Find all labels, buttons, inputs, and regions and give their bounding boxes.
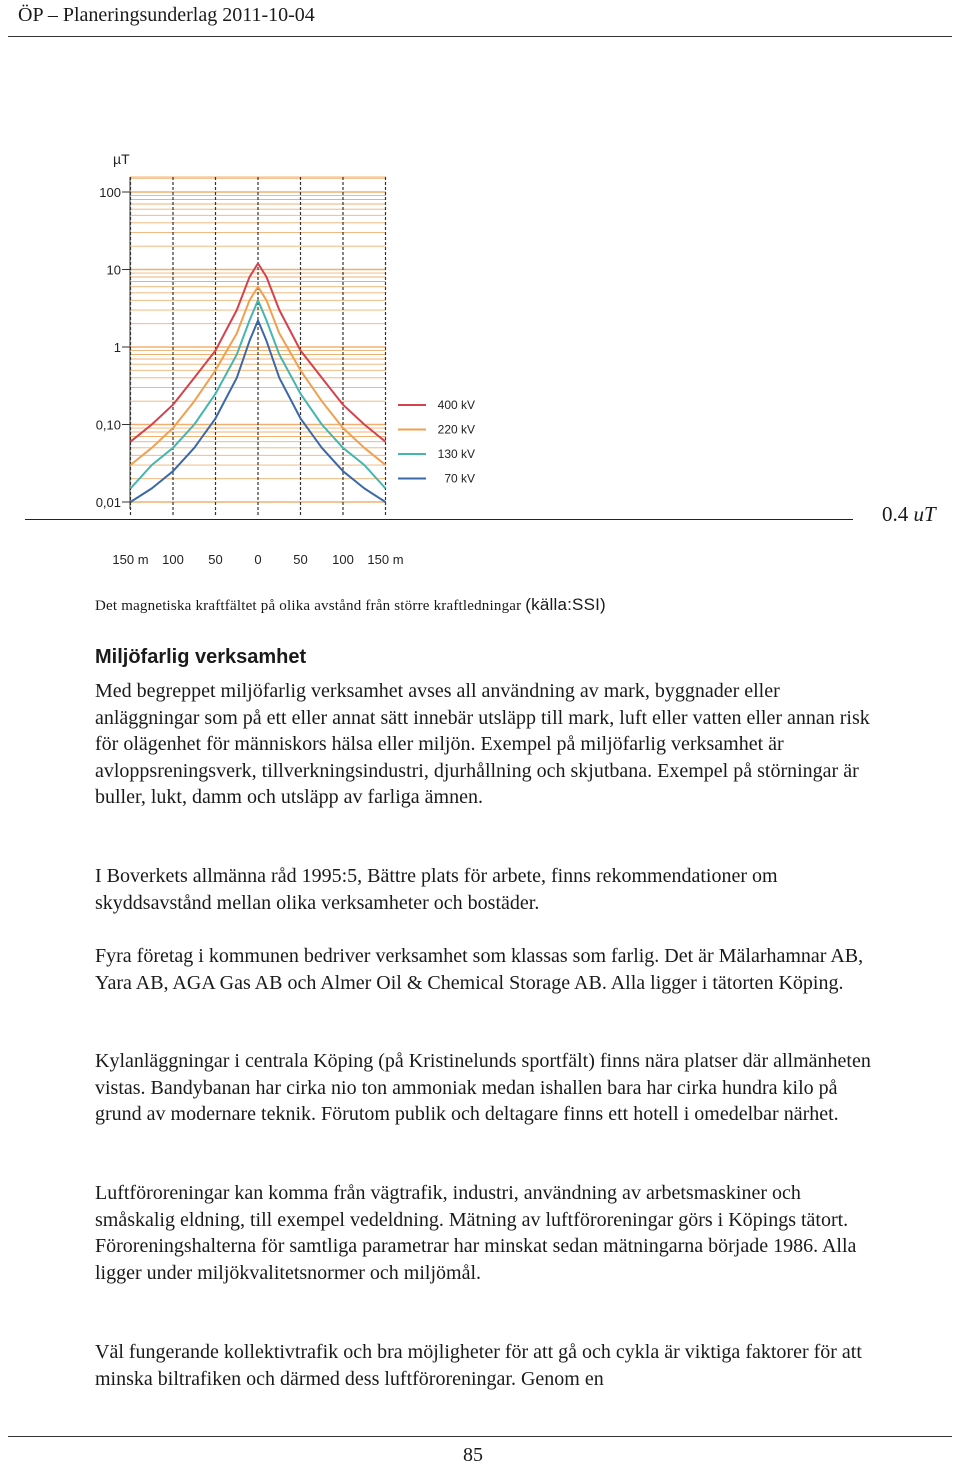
chart-x-tick-label: 50 bbox=[208, 552, 223, 567]
paragraph-1: Med begreppet miljöfarlig verksamhet avses all användning av mark, byggnader eller anläggningar som på ett eller annat sätt innebär utsläpp till mark, luft eller vatten eller annan risk för olägenhet för människors hälsa eller miljön. Exempel på miljöfarlig verksamhet är avloppsreningsverk, tillverkningsindustri, djurhållning och skjutbana. Exempel på störningar är buller, lukt, damm och utsläpp av farliga ämnen. bbox=[95, 680, 870, 808]
chart-x-tick-label: 150 m bbox=[112, 552, 149, 567]
chart-x-tick-label: 150 m bbox=[367, 552, 404, 567]
chart-y-axis-label: µT bbox=[113, 151, 130, 167]
caption-text: Det magnetiska kraftfältet på olika avstånd från större kraftledningar bbox=[95, 598, 522, 614]
chart-y-tick-label: 10 bbox=[106, 262, 121, 278]
legend-label: 400 kV bbox=[437, 398, 475, 412]
page-header: ÖP – Planeringsunderlag 2011-10-04 bbox=[18, 4, 315, 26]
field-note-value: 0.4 bbox=[882, 502, 909, 526]
paragraph-5: Luftföroreningar kan komma från vägtrafik, industri, användning av arbetsmaskiner och småskalig eldning, till exempel vedeldning. Mätning av luftföroreningar görs i Köpings tätort. Föroreningshalterna för samtliga parametrar har minskat sedan mätningarna började 1986. Alla ligger under miljökvalitetsnormer och miljömål. bbox=[95, 1182, 857, 1284]
field-note-unit: uT bbox=[913, 502, 936, 526]
chart-x-tick-label: 0 bbox=[254, 552, 262, 567]
legend-label: 220 kV bbox=[437, 422, 475, 437]
section-heading: Miljöfarlig verksamhet bbox=[95, 646, 307, 668]
paragraph-2: I Boverkets allmänna råd 1995:5, Bättre plats för arbete, finns rekommendationer om skyddsavstånd mellan olika verksamheter och bostäder. bbox=[95, 865, 778, 914]
chart-grid bbox=[130, 177, 386, 517]
legend-label: 70 kV bbox=[444, 471, 475, 486]
paragraph-6: Väl fungerande kollektivtrafik och bra möjligheter för att gå och cykla är viktiga faktorer för att minska biltrafiken och därmed dess luftföroreningar. Genom en bbox=[95, 1341, 862, 1390]
footer-divider bbox=[8, 1436, 952, 1437]
chart-x-tick-label: 100 bbox=[162, 552, 184, 567]
page-number: 85 bbox=[463, 1444, 483, 1466]
chart-x-tick-label: 50 bbox=[293, 552, 308, 567]
chart-y-tick-label: 0,10 bbox=[95, 417, 121, 433]
magnetic-field-chart bbox=[0, 0, 960, 590]
field-note bbox=[882, 502, 936, 527]
figure-caption bbox=[95, 595, 606, 615]
chart-y-tick-label: 0,01 bbox=[95, 495, 121, 510]
chart-x-tick-label: 100 bbox=[332, 552, 354, 567]
caption-source: (källa:SSI) bbox=[525, 595, 606, 614]
paragraph-4: Kylanläggningar i centrala Köping (på Kristinelunds sportfält) finns nära platser där allmänheten vistas. Bandybanan har cirka nio ton ammoniak medan ishallen bara har cirka hundra kilo på grund av modernare teknik. Förutom publik och deltagare finns ett hotell i omedelbar närhet. bbox=[95, 1050, 871, 1125]
paragraph-3: Fyra företag i kommunen bedriver verksamhet som klassas som farlig. Det är Mälarhamnar AB, Yara AB, AGA Gas AB och Almer Oil & Chemical Storage AB. Alla ligger i tätorten Köping. bbox=[95, 945, 864, 994]
chart-y-tick-label: 1 bbox=[113, 340, 121, 355]
footnote-divider bbox=[25, 519, 853, 520]
legend-label: 130 kV bbox=[437, 447, 475, 461]
chart-y-tick-label: 100 bbox=[99, 185, 121, 200]
